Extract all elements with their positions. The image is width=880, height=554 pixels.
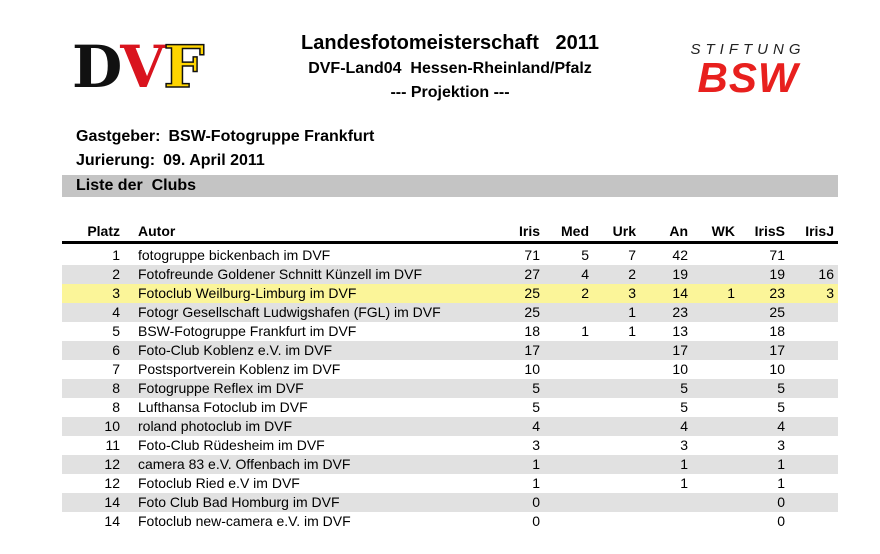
table-row — [62, 246, 838, 265]
host-line — [76, 128, 374, 146]
page-title: Landesfotomeisterschaft 2011 — [301, 32, 599, 54]
cell-iriss: 71 — [769, 247, 785, 263]
cell-iris: 3 — [532, 437, 540, 453]
cell-iris: 18 — [524, 323, 540, 339]
table-row — [62, 341, 838, 360]
cell-iris: 71 — [524, 247, 540, 263]
cell-iriss: 18 — [769, 323, 785, 339]
club-table — [62, 222, 838, 531]
dvf-logo — [72, 33, 203, 101]
col-header-urk: Urk — [612, 223, 636, 239]
table-row — [62, 493, 838, 512]
cell-platz: 8 — [112, 399, 120, 415]
cell-an: 1 — [680, 475, 688, 491]
col-header-an: An — [669, 223, 688, 239]
cell-urk: 3 — [628, 285, 636, 301]
cell-iriss: 4 — [777, 418, 785, 434]
table-row — [62, 398, 838, 417]
cell-urk: 7 — [628, 247, 636, 263]
cell-platz: 7 — [112, 361, 120, 377]
cell-an: 3 — [680, 437, 688, 453]
cell-urk: 2 — [628, 266, 636, 282]
cell-an: 5 — [680, 380, 688, 396]
cell-iris: 17 — [524, 342, 540, 358]
cell-iris: 5 — [532, 399, 540, 415]
table-row — [62, 379, 838, 398]
cell-iris: 10 — [524, 361, 540, 377]
cell-autor: Foto-Club Rüdesheim im DVF — [138, 437, 325, 453]
cell-platz: 1 — [112, 247, 120, 263]
bsw-logo-name: BSW — [697, 54, 799, 101]
cell-med: 4 — [581, 266, 589, 282]
cell-platz: 8 — [112, 380, 120, 396]
cell-an: 17 — [672, 342, 688, 358]
cell-iriss: 10 — [769, 361, 785, 377]
cell-an: 23 — [672, 304, 688, 320]
cell-autor: fotogruppe bickenbach im DVF — [138, 247, 331, 263]
cell-platz: 12 — [104, 456, 120, 472]
cell-iriss: 17 — [769, 342, 785, 358]
cell-urk: 1 — [628, 323, 636, 339]
cell-autor: BSW-Fotogruppe Frankfurt im DVF — [138, 323, 357, 339]
cell-platz: 4 — [112, 304, 120, 320]
host-label: Gastgeber: — [76, 128, 161, 145]
cell-iriss: 23 — [769, 285, 785, 301]
page-subtitle: DVF-Land04 Hessen-Rheinland/Pfalz — [308, 60, 592, 77]
cell-an: 13 — [672, 323, 688, 339]
table-row — [62, 303, 838, 322]
cell-irisj: 16 — [818, 266, 834, 282]
cell-autor: Foto Club Bad Homburg im DVF — [138, 494, 340, 510]
bsw-logo-stiftung: STIFTUNG — [690, 41, 806, 58]
cell-an: 42 — [672, 247, 688, 263]
cell-autor: Fotogruppe Reflex im DVF — [138, 380, 304, 396]
table-row — [62, 265, 838, 284]
cell-iris: 1 — [532, 456, 540, 472]
cell-autor: Fotoclub new-camera e.V. im DVF — [138, 513, 351, 529]
cell-an: 5 — [680, 399, 688, 415]
cell-med: 5 — [581, 247, 589, 263]
cell-an: 4 — [680, 418, 688, 434]
cell-platz: 10 — [104, 418, 120, 434]
table-header — [62, 222, 838, 244]
cell-autor: Fotoclub Ried e.V im DVF — [138, 475, 300, 491]
cell-iriss: 1 — [777, 456, 785, 472]
table-body — [62, 246, 838, 531]
cell-iriss: 5 — [777, 399, 785, 415]
cell-platz: 2 — [112, 266, 120, 282]
cell-iriss: 0 — [777, 494, 785, 510]
title-block — [230, 30, 670, 104]
cell-autor: Foto-Club Koblenz e.V. im DVF — [138, 342, 333, 358]
cell-iris: 4 — [532, 418, 540, 434]
dvf-logo-v: V — [120, 33, 164, 101]
cell-an: 1 — [680, 456, 688, 472]
table-row — [62, 322, 838, 341]
cell-autor: Fotofreunde Goldener Schnitt Künzell im DVF — [138, 266, 423, 282]
cell-iris: 27 — [524, 266, 540, 282]
table-row — [62, 360, 838, 379]
cell-iris: 25 — [524, 304, 540, 320]
dvf-logo-f: F — [163, 33, 203, 101]
cell-iris: 1 — [532, 475, 540, 491]
cell-autor: Postsportverein Koblenz im DVF — [138, 361, 341, 377]
cell-autor: Fotoclub Weilburg-Limburg im DVF — [138, 285, 357, 301]
cell-iris: 5 — [532, 380, 540, 396]
col-header-platz: Platz — [87, 223, 120, 239]
cell-autor: roland photoclub im DVF — [138, 418, 293, 434]
section-title: Liste der Clubs — [76, 177, 197, 194]
dvf-logo-d: D — [72, 33, 121, 101]
cell-iriss: 1 — [777, 475, 785, 491]
date-label: Jurierung: — [76, 152, 156, 169]
cell-iriss: 0 — [777, 513, 785, 529]
cell-iriss: 5 — [777, 380, 785, 396]
cell-iriss: 25 — [769, 304, 785, 320]
cell-iriss: 19 — [769, 266, 785, 282]
bsw-logo — [668, 41, 828, 101]
cell-platz: 14 — [104, 494, 120, 510]
cell-autor: Fotogr Gesellschaft Ludwigshafen (FGL) im DVF — [138, 304, 441, 320]
table-row — [62, 284, 838, 303]
cell-iris: 0 — [532, 513, 540, 529]
table-row — [62, 474, 838, 493]
col-header-iriss: IrisS — [754, 223, 785, 239]
cell-an: 10 — [672, 361, 688, 377]
col-header-autor: Autor — [138, 223, 176, 239]
cell-platz: 11 — [105, 437, 120, 453]
host-value: BSW-Fotogruppe Frankfurt — [168, 128, 375, 145]
category-label: --- Projektion --- — [390, 84, 510, 101]
cell-urk: 1 — [628, 304, 636, 320]
table-row — [62, 436, 838, 455]
cell-platz: 5 — [112, 323, 120, 339]
cell-iris: 0 — [532, 494, 540, 510]
cell-med: 2 — [581, 285, 589, 301]
table-row — [62, 455, 838, 474]
section-bar — [62, 175, 838, 197]
date-line — [76, 152, 265, 170]
cell-platz: 12 — [104, 475, 120, 491]
cell-wk: 1 — [727, 285, 735, 301]
cell-irisj: 3 — [826, 285, 834, 301]
cell-autor: camera 83 e.V. Offenbach im DVF — [138, 456, 351, 472]
cell-an: 14 — [672, 285, 688, 301]
table-row — [62, 417, 838, 436]
col-header-med: Med — [561, 223, 589, 239]
cell-platz: 14 — [104, 513, 120, 529]
cell-iris: 25 — [524, 285, 540, 301]
cell-iriss: 3 — [777, 437, 785, 453]
cell-med: 1 — [581, 323, 589, 339]
date-value: 09. April 2011 — [163, 152, 265, 169]
cell-an: 19 — [672, 266, 688, 282]
cell-platz: 6 — [112, 342, 120, 358]
col-header-wk: WK — [711, 223, 735, 239]
table-row — [62, 512, 838, 531]
col-header-iris: Iris — [518, 223, 540, 239]
cell-platz: 3 — [112, 285, 120, 301]
cell-autor: Lufthansa Fotoclub im DVF — [138, 399, 308, 415]
col-header-irisj: IrisJ — [805, 223, 834, 239]
